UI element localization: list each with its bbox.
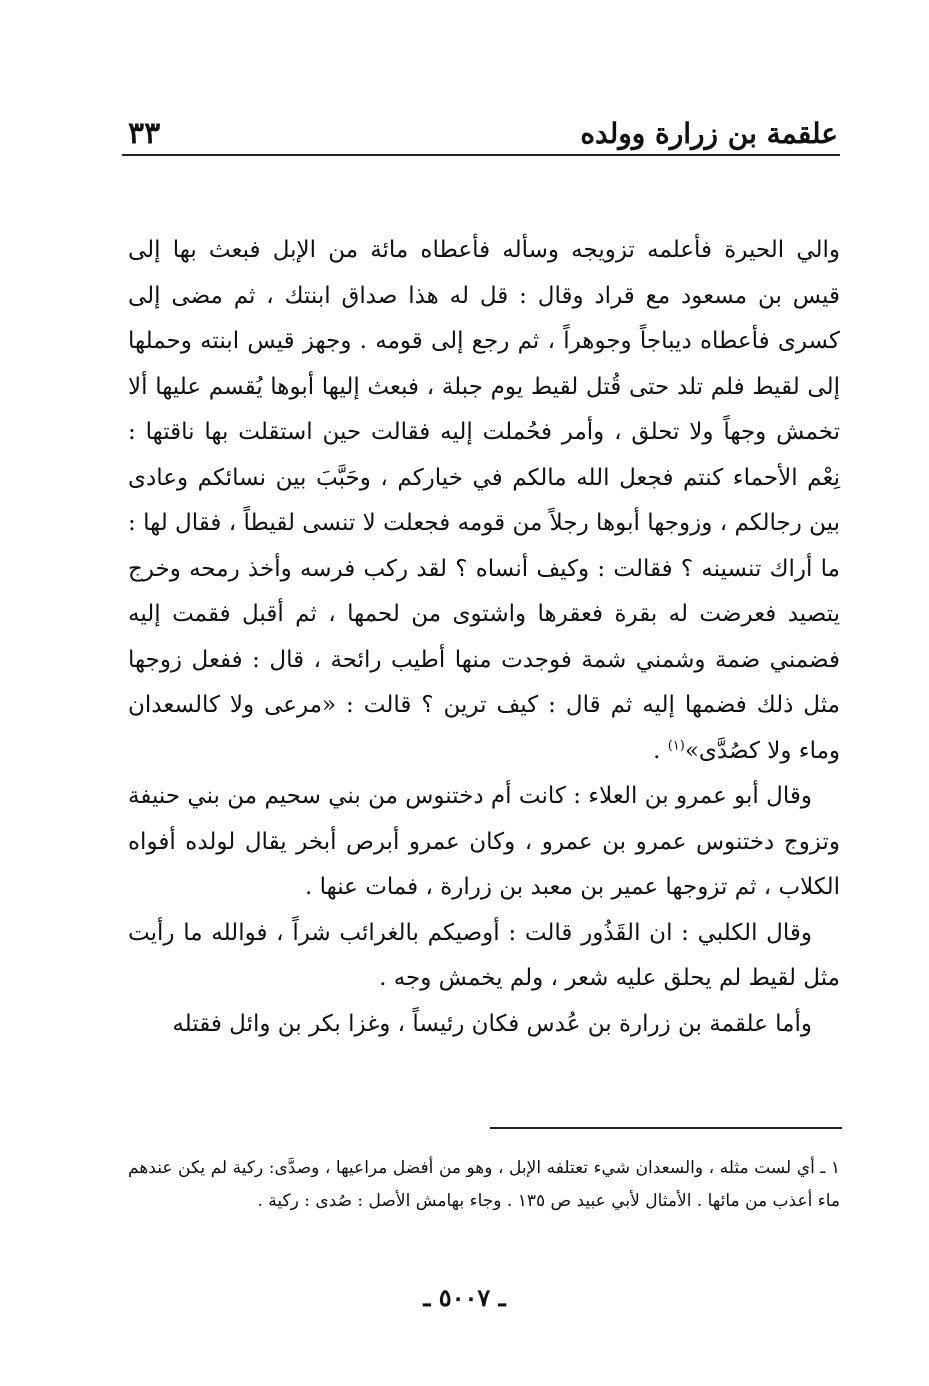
main-text	[128, 228, 840, 1047]
paragraph-3: وقال الكلبي : ان القَذُور قالت : أوصيكم بالغرائب شراً ، فوالله ما رأيت مثل لقيط لم يحلق عليه شعر ، ولم يخمش وجه .	[128, 919, 840, 991]
paragraph-1-text: والي الحيرة فأعلمه تزويجه وسأله فأعطاه مائة من الإبل فبعث بها إلى قيس بن مسعود مع قراد وقال : قل له هذا صداق ابنتك ، ثم مضى إلى كسرى فأعطاه ديباجاً وجوهراً ، ثم رجع إلى قومه . وجهز قيس ابنته وحملها إلى لقيط فلم تلد حتى قُتل لقيط يوم جبلة ، فبعث إليها أبوها يُقسم عليها ألا تخمش وجهاً ولا تحلق ، وأمر فحُملت إليه فقالت حين استقلت بها ناقتها : نِعْم الأحماء كنتم فجعل الله مالكم في خياركم ، وحَبَّبَ بين نسائكم وعادى بين رجالكم ، وزوجها أبوها رجلاً من قومه فجعلت لا تنسى لقيطاً ، فقال لها : ما أراك تنسينه ؟ فقالت : وكيف أنساه ؟ لقد ركب فرسه وأخذ رمحه وخرج يتصيد فعرضت له بقرة فعقرها واشتوى من لحمها ، ثم أقبل فقمت إليه فضمني ضمة وشمني شمة فوجدت منها أطيب رائحة ، قال : ففعل زوجها مثل ذلك فضمها إليه ثم قال : كيف ترين ؟ قالت : «مرعى ولا كالسعدان وماء ولا كصُدَّى»	[128, 237, 840, 764]
header-rule	[122, 154, 840, 156]
footnote-reference: (١)	[667, 737, 685, 753]
paragraph-2: وقال أبو عمرو بن العلاء : كانت أم دختنوس من بني سحيم من بني حنيفة وتزوج دختنوس عمرو بن عمرو ، وكان عمرو أبرص أبخر يقال لولده أفواه الكلاب ، ثم تزوجها عمير بن معبد بن زرارة ، فمات عنها .	[128, 783, 840, 900]
footnote-rule	[490, 1127, 842, 1129]
running-head	[128, 108, 838, 158]
running-title: علقمة بن زرارة وولده	[580, 116, 838, 150]
paragraph-1-end: .	[653, 737, 668, 764]
folio-number: ـ ٥٠٠٧ ـ	[423, 1283, 506, 1312]
footnote: ١ ـ أي لست مثله ، والسعدان شيء تعتلفه الإبل ، وهو من أفضل مراعيها ، وصدَّى: ركية لم يكن عندهم ماء أعذب من مائها . الأمثال لأبي عبيد ص ١٣٥ . وجاء بهامش الأصل : صُدى : ركية .	[128, 1158, 840, 1211]
page-number: ٣٣	[128, 115, 161, 151]
paragraph-4: وأما علقمة بن زرارة بن عُدس فكان رئيساً ، وغزا بكر بن وائل فقتله	[172, 1010, 812, 1037]
paragraph-1	[128, 228, 840, 774]
